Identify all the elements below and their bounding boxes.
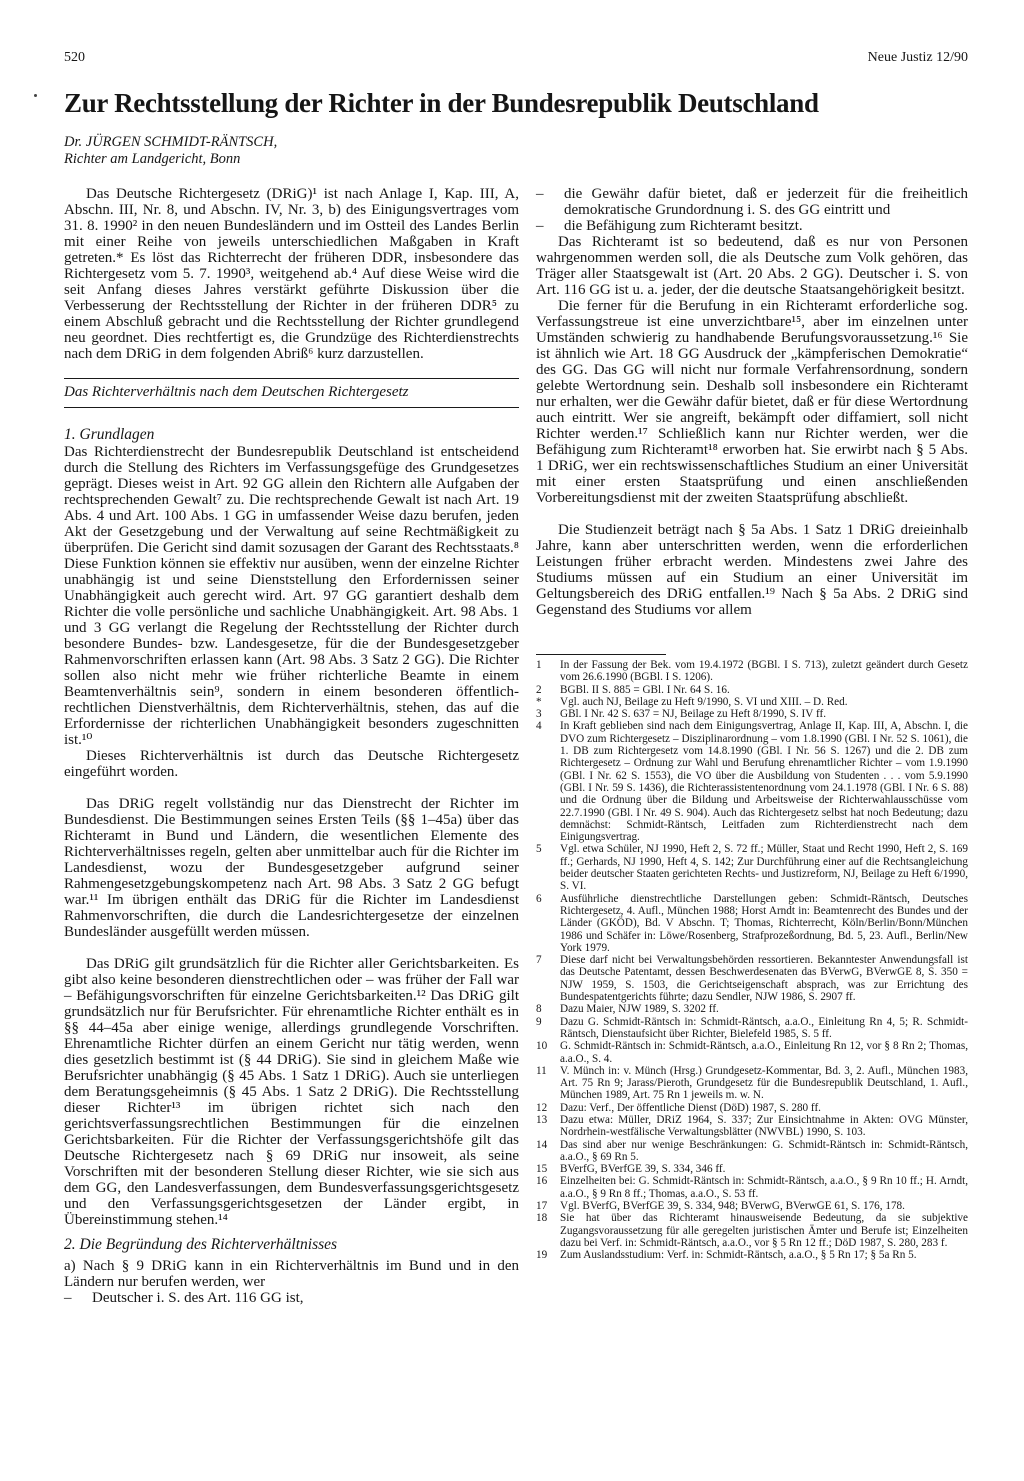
list-item: – die Gewähr dafür bietet, daß er jederzeit für die freiheitlich demokratische Grundordnung i. S. des GG eintritt und xyxy=(536,186,968,218)
footnote xyxy=(536,1139,968,1164)
footnote-number: 5 xyxy=(536,843,542,856)
footnote-text: Sie hat über das Richteramt hinausweisende Bedeutung, da sie subjektive Zugangsvoraussetzung für alle geregelten juristischen Ämter und Berufe ist; Einzelheiten dazu bei Verf. in: Schmidt-Räntsch, a.a.O., vor § 5 Rn 12 ff.; DöD 1987, S. 280, 283 f. xyxy=(560,1212,968,1249)
journal-issue: Neue Justiz 12/90 xyxy=(867,50,968,65)
footnote-number: 11 xyxy=(536,1064,547,1077)
paragraph: Das DRiG gilt grundsätzlich für die Richter aller Gerichtsbarkeiten. Es gibt also keine besonderen dienstrechtlichen oder – was früher der Fall war – Befähigungsvorschriften für einzelne Gerichtsbarkeiten.¹² Das DRiG gilt grundsätzlich nur für Berufsrichter. Für ehrenamtliche Richter enthält es in §§ 44–45a aber einige wenige, allerdings grundlegende Vorschriften. Ehrenamtliche Richter dürfen an einem Gericht nur tätig werden, wenn dies gesetzlich bestimmt ist (§ 44 DRiG). Sie sind in gleichem Maße wie Berufsrichter unabhängig (§ 45 Abs. 1 Satz 1 DRiG). Auch sie unterliegen dem Beratungsgeheimnis (§ 45 Abs. 1 Satz 2 DRiG). Die Rechtsstellung dieser Richter¹³ im übrigen richtet sich nach den gerichtsverfassungsrechtlichen Bestimmungen für die einzelnen Gerichtsbarkeiten. Für die Richter der Verfassungsgerichtshöfe gilt das Deutsche Richtergesetz nach § 69 DRiG nur insoweit, als seine Vorschriften mit der besonderen Stellung dieser Richter, wie sie sich aus dem GG, den Landesverfassungen, dem Bundesverfassungsgerichtsgesetz und den Verfassungsgerichtsgesetzen der Länder ergibt, in Übereinstimmung stehen.¹⁴ xyxy=(64,956,519,1228)
footnote-rule xyxy=(536,654,666,655)
footnote-number: 13 xyxy=(536,1113,548,1126)
footnote-text: BVerfG, BVerfGE 39, S. 334, 346 ff. xyxy=(560,1163,726,1176)
footnote xyxy=(536,1212,968,1249)
footnote-text: GBl. I Nr. 42 S. 637 = NJ, Beilage zu Heft 8/1990, S. IV ff. xyxy=(560,708,826,721)
footnote-text: BGBl. II S. 885 = GBl. I Nr. 64 S. 16. xyxy=(560,683,730,696)
footnote-number: 18 xyxy=(536,1212,548,1225)
footnote-text: V. Münch in: v. Münch (Hrsg.) Grundgesetz-Kommentar, Bd. 3, 2. Aufl., München 1983, Art. 75 Rn 9; Jarass/Pieroth, Grundgesetz für die Bundesrepublik Deutschland, 1. Aufl., München 1989, Art. 75 Rn 1 jeweils m. w. N. xyxy=(560,1064,968,1102)
footnote-text: Dazu: Verf., Der öffentliche Dienst (DöD) 1987, S. 280 ff. xyxy=(560,1101,821,1114)
footnote-number: 8 xyxy=(536,1003,542,1016)
paragraph: Die ferner für die Berufung in ein Richteramt erforderliche sog. Verfassungstreue ist eine unverzichtbare¹⁵, aber im einzelnen unter Umständen schwierig zu handhabende Berufungsvoraussetzung.¹⁶ Sie ist ähnlich wie Art. 18 GG Ausdruck der „kämpferischen Demokratie“ des GG. Das GG will nicht nur formale Verfahrensordnung, sondern gelebte Wertordnung sein. Deshalb soll insbesondere ein Richteramt nur erhalten, wer die Gewähr dafür bietet, daß er für diese Wertordnung auch eintritt. Wer sie angreift, bekämpft oder diffamiert, soll nicht Richter werden.¹⁷ Schließlich kann nur Richter werden, wer die Befähigung zum Richteramt¹⁸ erworben hat. Sie erwirbt nach § 5 Abs. 1 DRiG, wer ein rechtswissenschaftliches Studium an einer Universität mit einer ersten Staatsprüfung und einen anschließenden Vorbereitungsdienst mit der zweiten Staatsprüfung abschließt. xyxy=(536,298,968,506)
paragraph: a) Nach § 9 DRiG kann in ein Richterverhältnis im Bund und in den Ländern nur berufen werden, wer xyxy=(64,1258,519,1290)
scan-speck xyxy=(34,94,37,97)
left-column xyxy=(64,186,519,1306)
footnote-text: G. Schmidt-Räntsch in: Schmidt-Räntsch, a.a.O., Einleitung Rn 12, vor § 8 Rn 2; Thomas, a.a.O., S. 4. xyxy=(560,1040,968,1065)
footnote-text: Dazu G. Schmidt-Räntsch in: Schmidt-Räntsch, a.a.O., Einleitung Rn 4, 5; R. Schmidt-Räntsch, Dienstaufsicht über Richter, Bielefeld 1985, S. 5 ff. xyxy=(560,1015,968,1040)
footnote-number: 16 xyxy=(536,1175,548,1188)
paragraph: Die Studienzeit beträgt nach § 5a Abs. 1 Satz 1 DRiG dreieinhalb Jahre, kann aber unterschritten werden, wenn die erforderlichen Leistungen früher erbracht werden. Mindestens zwei Jahre des Studiums müssen auf ein Studium an einer Universität im Geltungsbereich des DRiG entfallen.¹⁹ Nach § 5a Abs. 2 DRiG sind Gegenstand des Studiums vor allem xyxy=(536,522,968,618)
footnote-text: Dazu Maier, NJW 1989, S. 3202 ff. xyxy=(560,1003,719,1016)
footnote-number: 1 xyxy=(536,659,542,671)
footnote-number: 10 xyxy=(536,1040,548,1053)
footnote xyxy=(536,1065,968,1102)
list-item: – die Befähigung zum Richteramt besitzt. xyxy=(536,218,803,234)
subsection-heading-1: 1. Grundlagen xyxy=(64,426,155,443)
intro-paragraph: Das Deutsche Richtergesetz (DRiG)¹ ist nach Anlage I, Kap. III, A, Abschn. III, Nr. 8, und Abschn. IV, Nr. 3, b) des Einigungsvertrages vom 31. 8. 1990² in den neuen Bundesländern und im Ostteil des Landes Berlin mit einer Reihe von jeweils unterschiedlichen Maßgaben in Kraft getreten.* Es löst das Richterrecht der früheren DDR, insbesondere das Richtergesetz vom 5. 7. 1990³, weitgehend ab.⁴ Auf diese Weise wird die seit Anfang dieses Jahres verstärkt geführte Diskussion über die Verbesserung der Rechtsstellung der Richter in der früheren DDR⁵ zu einem Abschluß gebracht und die Rechtsstellung der Richter grundlegend neu geordnet. Dies rechtfertigt es, die Grundzüge des Richterdienstrechts nach dem DRiG in dem folgenden Abriß⁶ kurz darzustellen. xyxy=(64,186,519,362)
footnote-number: 14 xyxy=(536,1138,548,1151)
footnote-number: 12 xyxy=(536,1101,548,1114)
paragraph: Das Richteramt ist so bedeutend, daß es nur von Personen wahrgenommen werden soll, die als Deutsche zum Volk gehören, das Träger aller Staatsgewalt ist (Art. 20 Abs. 2 GG). Deutscher i. S. von Art. 116 GG ist u. a. jeder, der die deutsche Staatsangehörigkeit besitzt. xyxy=(536,234,968,298)
footnote-text: Vgl. auch NJ, Beilage zu Heft 9/1990, S. VI und XIII. – D. Red. xyxy=(560,695,848,708)
footnote-text: Vgl. etwa Schüler, NJ 1990, Heft 2, S. 72 ff.; Müller, Staat und Recht 1990, Heft 2, S. 169 ff.; Gerhards, NJ 1990, Heft 4, S. 142; Zur Durchführung einer auf die Rechtsangleichung beider deutscher Staaten gerichteten Rechts- und Justizreform, NJ, Beilage zu Heft 6/1990, S. VI. xyxy=(560,843,968,893)
footnote xyxy=(536,1102,968,1114)
footnote-text: Diese darf nicht bei Verwaltungsbehörden ressortieren. Bekanntester Anwendungsfall ist das Deutsche Patentamt, dessen Beschwerdesenaten das BVerwG, BVerwGE 8, S. 350 = NJW 1959, S. 1503, die Gerichtseigenschaft absprach, was zur Errichtung des Bundespatentgerichts führte; dazu Sendler, NJW 1986, S. 2907 ff. xyxy=(560,954,968,1004)
footnote xyxy=(536,1040,968,1065)
author-position: Richter am Landgericht, Bonn xyxy=(64,151,241,167)
footnote xyxy=(536,1175,968,1200)
article-title: Zur Rechtsstellung der Richter in der Bundesrepublik Deutschland xyxy=(64,88,819,118)
footnote-number: 2 xyxy=(536,683,542,696)
footnote-text: In Kraft geblieben sind nach dem Einigungsvertrag, Anlage II, Kap. III, A, Abschn. I, die DVO zum Richtergesetz – Disziplinarordnung – vom 1.8.1990 (GBl. I Nr. 52 S. 1061), die 1. DB zum Richtergesetz vom 14.8.1990 (GBl. I Nr. 56 S. 1267) und die 2. DB zum Richtergesetz – Ordnung zur Wahl und Berufung ehrenamtlicher Richter – vom 1.9.1990 (GBl. I Nr. 62 S. 1553), die VO über die Ausbildung von Studenten . . . vom 5.9.1990 (GBl. I Nr. 59 S. 1436), die Richterassistentenordnung vom 24.1.1978 (GBl. I Nr. 6 S. 88) und die Ordnung über die Bildung und Arbeitsweise der Richterwahlausschüsse vom 22.7.1990 (GBl. I Nr. 49 S. 904). Auch das Richtergesetz selbst hat noch Bedeutung; dazu demnächst: Schmidt-Räntsch, Leitfaden zum Richterdienstrecht nach dem Einigungsvertrag. xyxy=(560,720,968,844)
footnote-number: 4 xyxy=(536,720,542,733)
footnote-number: * xyxy=(536,695,542,708)
running-header xyxy=(64,50,968,66)
footnote-number: 19 xyxy=(536,1249,548,1262)
footnote xyxy=(536,708,968,720)
footnote-number: 15 xyxy=(536,1163,548,1176)
list-item: – Deutscher i. S. des Art. 116 GG ist, xyxy=(64,1290,304,1306)
paragraph: Dieses Richterverhältnis ist durch das Deutsche Richtergesetz eingeführt worden. xyxy=(64,748,519,780)
footnote xyxy=(536,1200,968,1212)
section-box-heading: Das Richterverhältnis nach dem Deutschen Richtergesetz xyxy=(64,384,409,400)
footnote-text: In der Fassung der Bek. vom 19.4.1972 (BGBl. I S. 713), zuletzt geändert durch Gesetz vom 26.6.1990 (BGBl. I S. 1206). xyxy=(560,659,968,684)
footnote xyxy=(536,684,968,696)
footnote-text: Vgl. BVerfG, BVerfGE 39, S. 334, 948; BVerwG, BVerwGE 61, S. 176, 178. xyxy=(560,1200,905,1213)
footnote xyxy=(536,1003,968,1015)
footnote xyxy=(536,843,968,892)
footnote xyxy=(536,954,968,1003)
author-block xyxy=(64,134,277,168)
footnote-number: 6 xyxy=(536,892,542,905)
dash-list xyxy=(536,186,968,234)
footnote xyxy=(536,1249,968,1261)
footnote-text: Das sind aber nur wenige Beschränkungen: G. Schmidt-Räntsch in: Schmidt-Räntsch, a.a.O., § 69 Rn 5. xyxy=(560,1138,968,1163)
footnote-text: Ausführliche dienstrechtliche Darstellungen geben: Schmidt-Räntsch, Deutsches Richtergesetz, 4. Aufl., München 1988; Horst Arndt in: Beamtenrecht des Bundes und der Länder (GKÖD), Bd. V Abschn. T; Thomas, Richterrecht, Köln/Berlin/Bonn/München 1986 und Schäfer in: Löwe/Rosenberg, Strafprozeßordnung, Bd. 5, 23. Aufl., Berlin/New York 1979. xyxy=(560,892,968,954)
footnote-text: Zum Auslandsstudium: Verf. in: Schmidt-Räntsch, a.a.O., § 5 Rn 17; § 5a Rn 5. xyxy=(560,1249,917,1262)
footnote xyxy=(536,696,968,708)
footnote-number: 7 xyxy=(536,954,542,967)
footnote-text: Einzelheiten bei: G. Schmidt-Räntsch in: Schmidt-Räntsch, a.a.O., § 9 Rn 10 ff.; H. Arndt, a.a.O., § 9 Rn 8 ff.; Thomas, a.a.O., S. 53 ff. xyxy=(560,1175,968,1200)
paragraph: Das DRiG regelt vollständig nur das Dienstrecht der Richter im Bundesdienst. Die Bestimmungen seines Ersten Teils (§§ 1–45a) über das Richteramt in Bund und Ländern, die wesentlichen Elemente des Richterverhältnisses regeln, gelten aber unmittelbar auch für die Richter im Landesdienst, wozu der Bundesgesetzgeber aufgrund seiner Rahmengesetzgebungskompetenz nach Art. 98 Abs. 3 Satz 2 GG befugt war.¹¹ Im übrigen enthält das DRiG für die Richter im Landesdienst Rahmenvorschriften, die durch die Landesrichtergesetze der einzelnen Bundesländer ausgefüllt werden müssen. xyxy=(64,796,519,940)
footnote-text: Dazu etwa: Müller, DRiZ 1964, S. 337; Zur Einsichtnahme in Akten: OVG Münster, Nordrhein-westfälische Verwaltungsblätter (NWVBL) 1990, S. 103. xyxy=(560,1113,968,1139)
footnote xyxy=(536,1114,968,1139)
document-page xyxy=(64,50,968,1450)
footnote xyxy=(536,893,968,954)
footnote-number: 9 xyxy=(536,1015,542,1028)
footnote-number: 3 xyxy=(536,708,542,721)
footnote xyxy=(536,1163,968,1175)
footnote xyxy=(536,1016,968,1041)
footnote-number: 17 xyxy=(536,1200,548,1213)
footnotes xyxy=(536,659,968,1262)
author-name: Dr. JÜRGEN SCHMIDT-RÄNTSCH, xyxy=(64,134,278,150)
footnote xyxy=(536,659,968,684)
page-number: 520 xyxy=(64,50,85,65)
subsection-heading-2: 2. Die Begründung des Richterverhältnisses xyxy=(64,1236,338,1253)
paragraph: Das Richterdienstrecht der Bundesrepublik Deutschland ist entscheidend durch die Stellung des Richters im Verfassungsgefüge des Grundgesetzes geprägt. Dieses weist in Art. 92 GG allein den Richtern alle Aufgaben der rechtsprechenden Gewalt⁷ zu. Die rechtsprechende Gewalt ist nach Art. 19 Abs. 4 und Art. 100 Abs. 1 GG in umfassender Weise dazu berufen, jeden Akt der Gesetzgebung und der Verwaltung auf seine Rechtmäßigkeit zu überprüfen. Die Gericht sind damit sozusagen der Garant des Rechtsstaats.⁸ Diese Funktion können sie effektiv nur ausüben, wenn der einzelne Richter unabhängig ist und seine Dienststellung den Erfordernissen seiner Unabhängigkeit auch gerecht wird. Art. 97 GG garantiert deshalb dem Richter die volle persönliche und sachliche Unabhängigkeit. Art. 98 Abs. 1 und 3 GG verlangt die Regelung der Rechtsstellung der Richter durch besondere Bundes- bzw. Landesgesetze, für die der Bundesgesetzgeber Rahmenvorschriften erlassen kann (Art. 98 Abs. 3 Satz 2 GG). Die Richter sollen also nicht mehr wie früher richterliche Beamte in einem Beamtenverhältnis sein⁹, sondern in einem besonderen öffentlich-rechtlichen Dienstverhältnis, dem Richterverhältnis, stehen, das auf die Erfordernisse der richterlichen Unabhängigkeit besonders zugeschnitten ist.¹⁰ xyxy=(64,444,519,748)
dash-list xyxy=(64,1290,519,1306)
right-column xyxy=(536,186,968,1262)
footnote xyxy=(536,720,968,843)
